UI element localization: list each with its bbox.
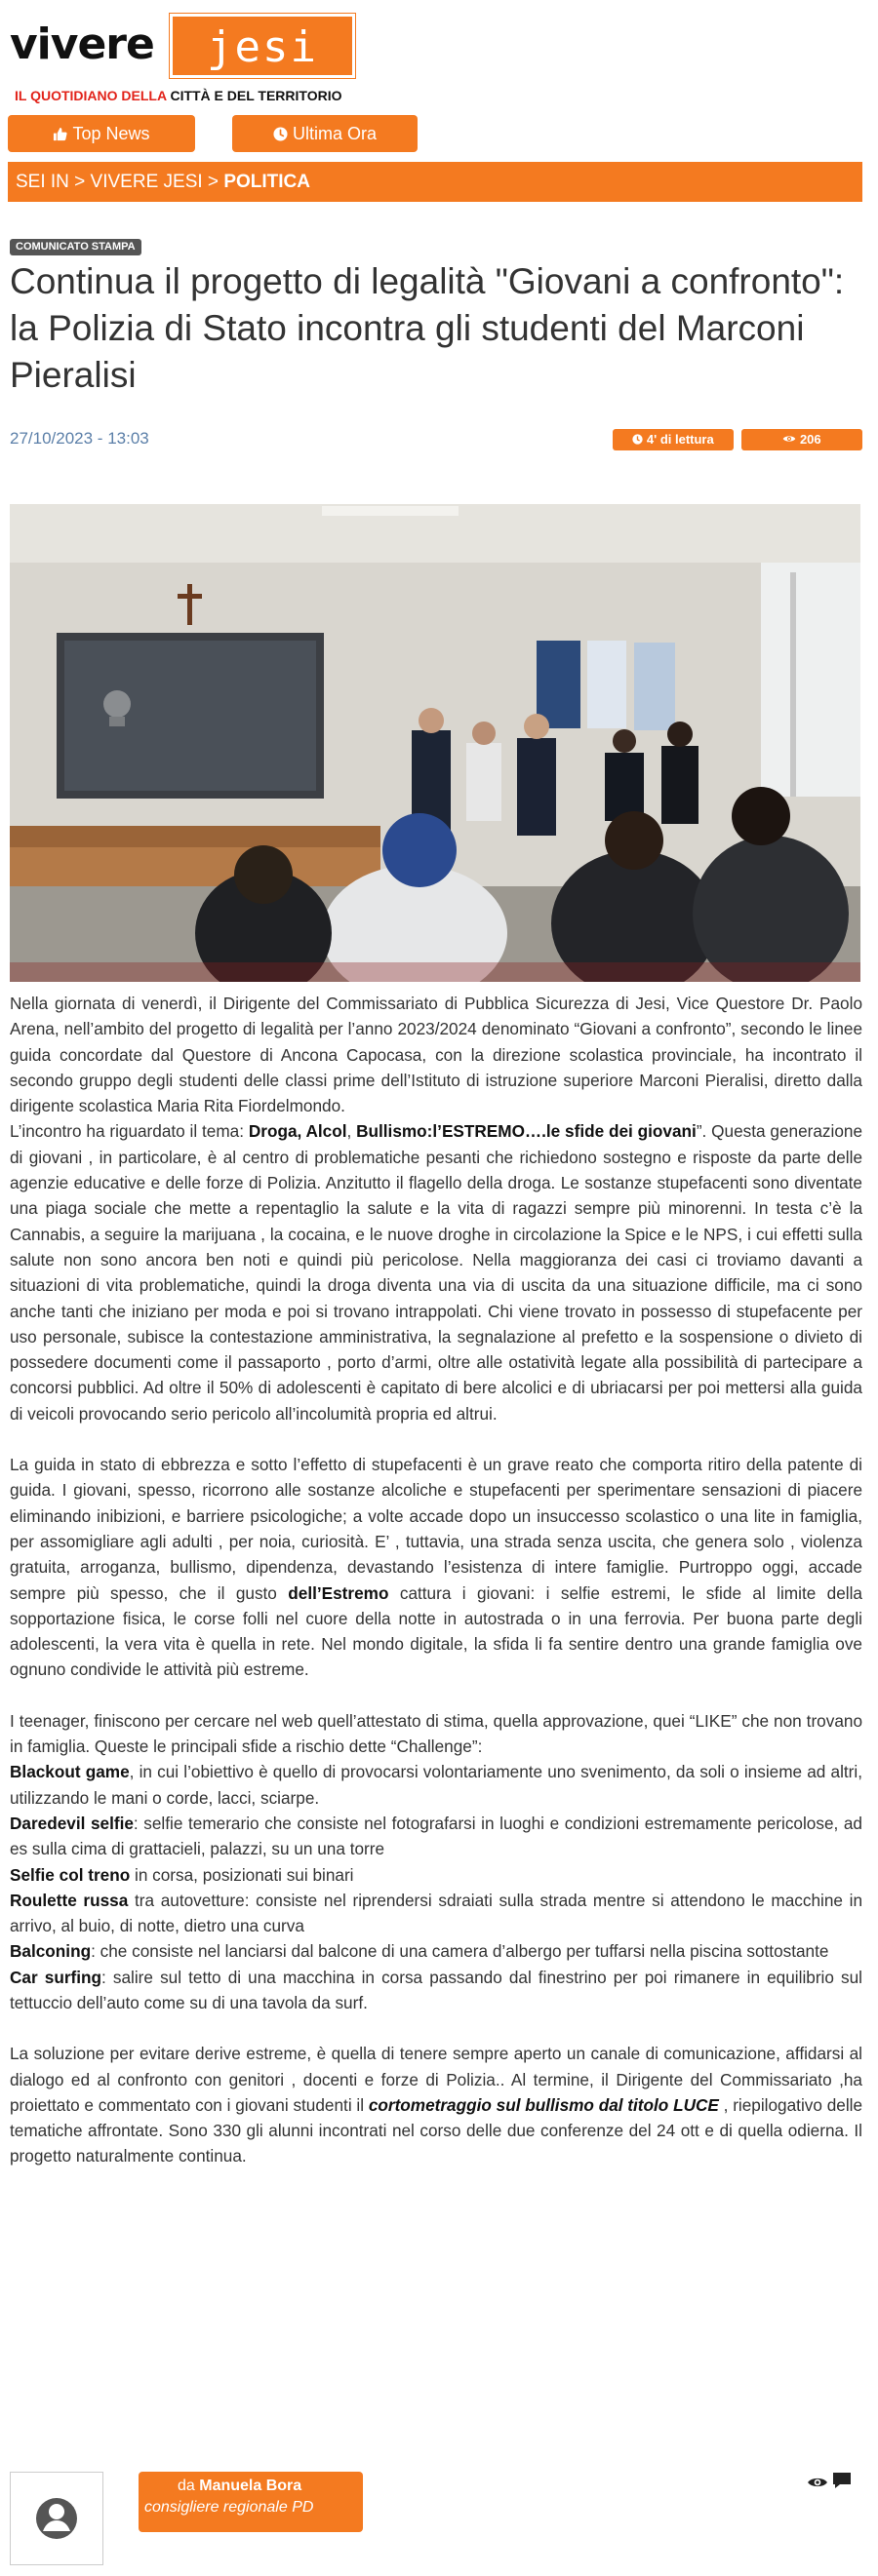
- comment-icon[interactable]: [832, 2477, 852, 2493]
- paragraph-3: [10, 1452, 862, 1683]
- article-actions: [807, 2472, 856, 2493]
- challenge-name: Selfie col treno: [10, 1864, 131, 1885]
- views-badge: [741, 429, 862, 450]
- article-date: 27/10/2023 - 13:03: [10, 429, 149, 448]
- paragraph-5: [10, 2041, 862, 2168]
- p5-bold-italic-luce: cortometraggio sul bullismo dal titolo LUCE: [368, 2094, 719, 2115]
- challenge-text: : che consiste nel lanciarsi dal balcone di una camera d’albergo per tuffarsi nella piscina sottostante: [91, 1941, 829, 1962]
- top-news-label: Top News: [72, 124, 150, 143]
- challenge-balconing: [10, 1938, 862, 1964]
- p2-bold-droga: Droga, Alcol: [248, 1121, 347, 1142]
- challenge-name: Car surfing: [10, 1967, 102, 1987]
- challenge-roulette: [10, 1888, 862, 1939]
- author-avatar[interactable]: [10, 2472, 103, 2565]
- challenge-name: Daredevil selfie: [10, 1813, 134, 1833]
- breadcrumb-path[interactable]: SEI IN > VIVERE JESI >: [16, 172, 224, 192]
- challenge-name: Blackout game: [10, 1762, 130, 1782]
- challenge-text: : salire sul tetto di una macchina in corsa passando dal finestrino per poi rimanere in equilibrio sul tettuccio dell’auto come su di una tavola da surf.: [10, 1967, 862, 2012]
- ultima-ora-label: Ultima Ora: [292, 124, 377, 143]
- p3-text-a: La guida in stato di ebbrezza e sotto l’effetto di stupefacenti è un grave reato che comporta ritiro della patente di guida. I giovani, spesso, ricorrono alle sostanze alcoliche e stupefacenti per sperimentare sensazioni di piacere eliminando inibizioni, e barriere psicologiche; a volte accade dopo un insuccesso scolastico o una lite in famiglia, per assomigliare agli adulti , per noia, curiosità. E’ , tuttavia, una strada senza uscita, che genera solo , violenza gratuita, arroganza, bullismo, dipendenza, devastando l’esistenza di intere famiglie. Purtroppo oggi, accade sempre più spesso, che il gusto: [10, 1455, 862, 1603]
- tagline-black: CITTÀ E DEL TERRITORIO: [170, 88, 342, 103]
- breadcrumb: [8, 162, 862, 202]
- clock-icon: [632, 432, 643, 447]
- logo-tagline: [15, 87, 342, 104]
- ultima-ora-button[interactable]: [232, 115, 418, 152]
- eye-icon[interactable]: [807, 2477, 828, 2493]
- author-role: consigliere regionale PD: [144, 2499, 314, 2516]
- author-line: [178, 2476, 363, 2497]
- article-body: [10, 991, 862, 2169]
- thumbs-up-icon: [53, 115, 67, 152]
- read-time-badge: [613, 429, 734, 450]
- challenge-blackout: [10, 1759, 862, 1811]
- logo-word-jesi: jesi: [207, 22, 318, 72]
- p5-text-c: , riepilogativo delle tematiche affrontate. Sono 330 gli alunni incontrati nel corso delle due conferenze del 24 ott e di quella odierna. Il progetto naturalmente continua.: [10, 2094, 863, 2166]
- logo-jesi-box: [170, 14, 355, 78]
- breadcrumb-current[interactable]: POLITICA: [223, 172, 310, 192]
- challenge-text: : selfie temerario che consiste nel fotografarsi in luoghi e condizioni estremamente pericolose, ad es sulla cima di grattacieli, palazzi, su un una torre: [10, 1813, 862, 1859]
- clock-icon: [273, 115, 288, 152]
- top-news-button[interactable]: [8, 115, 195, 152]
- p5-text-a: La soluzione per evitare derive estreme, è quella di tenere sempre aperto un canale di comunicazione, affidarsi al dialogo ed al confronto con genitori , docenti e forze di Polizia.. Al termine, il Dirigente del Commissariato ,ha proiettato e commentato con i giovani studenti il: [10, 2044, 862, 2115]
- challenge-name: Roulette russa: [10, 1890, 129, 1910]
- challenge-text: , in cui l’obiettivo è quello di provocarsi volontariamente uno svenimento, da soli o insieme ad altri, utilizzando le mani o corde, lacci, sciarpe.: [10, 1762, 862, 1808]
- challenge-name: Balconing: [10, 1941, 92, 1962]
- paragraph-4: I teenager, finiscono per cercare nel web quell’attestato di stima, quella approvazione, quei “LIKE” che non trovano in famiglia. Queste le principali sfide a rischio dette “Challenge”:: [10, 1710, 862, 1757]
- views-count: 206: [799, 432, 821, 447]
- site-logo[interactable]: [10, 14, 346, 106]
- challenge-daredevil: [10, 1811, 862, 1862]
- tagline-red: IL QUOTIDIANO DELLA: [15, 88, 167, 103]
- author-name[interactable]: Manuela Bora: [199, 2478, 302, 2494]
- read-time-label: 4' di lettura: [646, 432, 714, 447]
- challenge-text: tra autovetture: consiste nel riprendersi sdraiati sulla strada mentre si attendono le macchine in arrivo, al buio, di notte, dietro una curva: [10, 1890, 862, 1936]
- challenge-text: in corsa, posizionati sui binari: [130, 1864, 354, 1885]
- article-photo[interactable]: [10, 504, 860, 982]
- classroom-photo: [10, 504, 860, 982]
- article-title: Continua il progetto di legalità "Giovani a confronto": la Polizia di Stato incontra gli studenti del Marconi Pieralisi: [10, 261, 845, 395]
- paragraph-1: Nella giornata di venerdì, il Dirigente del Commissariato di Pubblica Sicurezza di Jesi, Vice Questore Dr. Paolo Arena, nell’ambito del progetto di legalità per l’anno 2023/2024 denominato “Giovani a confronto”, secondo le linee guida concordate dal Questore di Ancona Capocasa, con la direzione scolastica provinciale, ha incontrato il secondo gruppo degli studenti delle classi prime dell’Istituto di istruzione superiore Marconi Pieralisi, diretto dalla dirigente scolastica Maria Rita Fiordelmondo.: [10, 994, 862, 1116]
- p2-text-a: L’incontro ha riguardato il tema:: [10, 1121, 249, 1142]
- author-prefix: da: [178, 2478, 200, 2494]
- p3-text-c: cattura i giovani: i selfie estremi, le sfide al limite della sopportazione fisica, le corse folli nel cuore della notte in autostrada o in una ferrovia. Per buona parte degli adolescenti, la vera vita è quella in rete. Nel mondo digitale, la sfida li fa sentire dentro una grande famiglia ove ognuno condivide le attività più estreme.: [10, 1582, 862, 1680]
- author-box[interactable]: [139, 2472, 363, 2532]
- challenge-selfie-treno: [10, 1862, 862, 1888]
- eye-icon: [782, 432, 796, 447]
- logo-word-vivere: vivere: [10, 20, 154, 69]
- article-tag: COMUNICATO STAMPA: [10, 239, 141, 255]
- p2-bold-bullismo: Bullismo:l’ESTREMO….le sfide dei giovani: [356, 1121, 697, 1142]
- user-icon: [11, 2473, 102, 2564]
- challenge-car-surfing: [10, 1965, 862, 2016]
- paragraph-2: [10, 1118, 862, 1426]
- p2-text-c: ,: [346, 1121, 357, 1142]
- p2-text-e: ”. Questa generazione di giovani , in particolare, è al centro di problematiche pesanti che richiedono sostegno e risposte da parte delle agenzie educative e delle forze di Polizia. Anzitutto il flagello della droga. Le sostanze stupefacenti sono diventate una piaga sociale che mette a repentaglio la salute e la vita di ragazzi sempre più minorenni. In testa c’è la Cannabis, a seguire la marijuana , la cocaina, e le nuove droghe in circolazione la Spice e le NPS, i cui effetti sulla salute non sono ancora ben noti e quindi più pericolose. Nella maggioranza dei casi ci troviamo davanti a situazioni di vita problematiche, quindi la droga diventa una via di uscita da una situazione difficile, ma ci sono anche tanti che iniziano per moda e poi si trovano intrappolati. Chi viene trovato in possesso di stupefacente per uso personale, subisce la contestazione amministrativa, la segnalazione al prefetto e la sospensione o divieto di possedere documenti come il passaporto , porto d’armi, oltre alle ostatività legate alla possibilità di partecipare a concorsi pubblici. Ad oltre il 50% di adolescenti è capitato di bere alcolici e di ubriacarsi per poi mettersi alla guida di veicoli provocando serio pericolo all’incolumità propria ed altrui.: [10, 1121, 862, 1424]
- p3-bold-estremo: dell’Estremo: [288, 1582, 389, 1603]
